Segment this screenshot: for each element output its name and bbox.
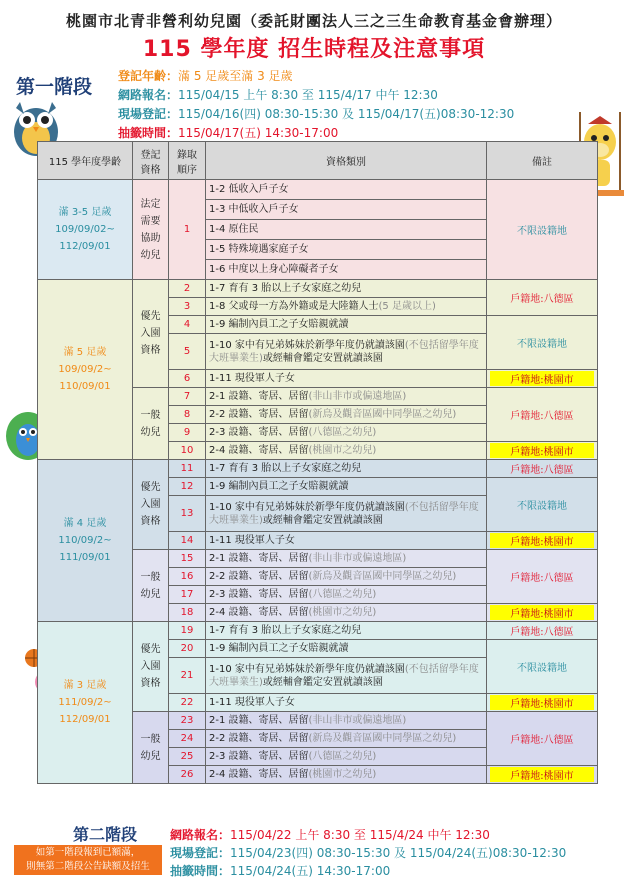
qualification-cell: 1-4 原住民	[206, 220, 487, 240]
note-cell: 戶籍地:桃園市	[487, 370, 598, 388]
qualification-cell: 1-11 現役軍人子女	[206, 370, 487, 388]
note-cell: 戶籍地:八德區	[487, 388, 598, 442]
qualification-cell: 1-10 家中有兄弟姊妹於新學年度仍就讀該園(不包括留學年度大班畢業生)或經輔會鑑定安置就讀該園	[206, 496, 487, 532]
qualification-cell: 1-7 育有 3 胎以上子女家庭之幼兒	[206, 460, 487, 478]
header-note: 備註	[487, 142, 598, 180]
note-cell: 戶籍地:桃園市	[487, 532, 598, 550]
qualification-cell: 2-1 設籍、寄居、居留(非山非市或偏遠地區)	[206, 388, 487, 406]
qualification-cell: 2-2 設籍、寄居、居留(新烏及觀音區國中同學區之幼兒)	[206, 730, 487, 748]
order-cell: 16	[169, 568, 206, 586]
order-cell: 7	[169, 388, 206, 406]
note-cell: 戶籍地:八德區	[487, 460, 598, 478]
order-cell: 24	[169, 730, 206, 748]
order-cell: 22	[169, 694, 206, 712]
qualification-cell: 1-8 父或母一方為外籍或是大陸籍人士(5 足歲以上)	[206, 298, 487, 316]
qualification-cell: 2-1 設籍、寄居、居留(非山非市或偏遠地區)	[206, 550, 487, 568]
header-type: 登記 資格	[133, 142, 169, 180]
order-cell: 9	[169, 424, 206, 442]
header-order: 錄取 順序	[169, 142, 206, 180]
order-cell: 11	[169, 460, 206, 478]
table-row	[38, 180, 598, 200]
priority-cell: 優先 入園 資格	[133, 622, 169, 712]
qualification-cell: 2-3 設籍、寄居、居留(八德區之幼兒)	[206, 748, 487, 766]
qualification-cell: 1-3 中低收入戶子女	[206, 200, 487, 220]
order-cell: 25	[169, 748, 206, 766]
header-age: 115 學年度學齡	[38, 142, 133, 180]
qualification-cell: 2-3 設籍、寄居、居留(八德區之幼兒)	[206, 586, 487, 604]
order-cell: 6	[169, 370, 206, 388]
general-cell: 一般 幼兒	[133, 550, 169, 622]
order-cell: 20	[169, 640, 206, 658]
stage1-online: 網路報名：115/04/15 上午 8:30 至 115/4/17 中午 12:30	[118, 88, 438, 102]
note-cell: 戶籍地:八德區	[487, 622, 598, 640]
qualification-cell: 2-3 設籍、寄居、居留(八德區之幼兒)	[206, 424, 487, 442]
stage2-heading: 第二階段	[73, 825, 138, 844]
note-cell: 戶籍地:桃園市	[487, 766, 598, 784]
stage2-onsite: 現場登記：115/04/23(四) 08:30-15:30 及 115/04/24(五)08:30-12:30	[170, 846, 567, 860]
qualification-cell: 1-7 育有 3 胎以上子女家庭之幼兒	[206, 280, 487, 298]
stage1-reg-age: 登記年齡：滿 5 足歲至滿 3 足歲	[118, 69, 293, 83]
qualification-cell: 1-11 現役軍人子女	[206, 694, 487, 712]
qualification-cell: 1-6 中度以上身心障礙者子女	[206, 260, 487, 280]
general-cell: 一般 幼兒	[133, 388, 169, 460]
qualification-cell: 2-2 設籍、寄居、居留(新烏及觀音區國中同學區之幼兒)	[206, 406, 487, 424]
priority-cell: 優先 入園 資格	[133, 460, 169, 550]
order-cell: 12	[169, 478, 206, 496]
priority-cell: 優先 入園 資格	[133, 280, 169, 388]
age-cell: 滿 3 足歲 111/09/2~ 112/09/01	[38, 622, 133, 784]
stage2-online: 網路報名：115/04/22 上午 8:30 至 115/4/24 中午 12:30	[170, 828, 490, 842]
order-cell: 1	[169, 180, 206, 280]
note-cell: 不限設籍地	[487, 180, 598, 280]
order-cell: 21	[169, 658, 206, 694]
age-cell: 滿 3-5 足歲 109/09/02~ 112/09/01	[38, 180, 133, 280]
note-cell: 戶籍地:八德區	[487, 280, 598, 316]
order-cell: 2	[169, 280, 206, 298]
qualification-cell: 1-9 編制內員工之子女賠親就讀	[206, 478, 487, 496]
stage2-draw: 抽籤時間：115/04/24(五) 14:30-17:00	[170, 864, 391, 878]
order-cell: 4	[169, 316, 206, 334]
order-cell: 18	[169, 604, 206, 622]
order-cell: 5	[169, 334, 206, 370]
order-cell: 17	[169, 586, 206, 604]
note-cell: 不限設籍地	[487, 316, 598, 370]
qualification-cell: 2-4 設籍、寄居、居留(桃園市之幼兒)	[206, 766, 487, 784]
note-cell: 戶籍地:桃園市	[487, 694, 598, 712]
age-cell: 滿 5 足歲 109/09/2~ 110/09/01	[38, 280, 133, 460]
note-cell: 戶籍地:桃園市	[487, 442, 598, 460]
order-cell: 26	[169, 766, 206, 784]
qualification-cell: 2-4 設籍、寄居、居留(桃園市之幼兒)	[206, 604, 487, 622]
stage1-onsite: 現場登記：115/04/16(四) 08:30-15:30 及 115/04/17(五)08:30-12:30	[118, 107, 515, 121]
stage2-notice: 如第一階段報到已額滿， 則無第二階段公告缺額及招生	[14, 845, 162, 875]
age-cell: 滿 4 足歲 110/09/2~ 111/09/01	[38, 460, 133, 622]
note-cell: 戶籍地:桃園市	[487, 604, 598, 622]
order-cell: 15	[169, 550, 206, 568]
school-name: 桃園市北青非營利幼兒園（委託財團法人三之三生命教育基金會辦理）	[65, 12, 562, 30]
qualification-cell: 1-5 特殊境遇家庭子女	[206, 240, 487, 260]
order-cell: 19	[169, 622, 206, 640]
order-cell: 3	[169, 298, 206, 316]
table-row	[38, 622, 598, 640]
order-cell: 14	[169, 532, 206, 550]
qualification-cell: 2-4 設籍、寄居、居留(桃園市之幼兒)	[206, 442, 487, 460]
qualification-cell: 1-11 現役軍人子女	[206, 532, 487, 550]
enrollment-table	[37, 141, 598, 784]
stage1-heading: 第一階段	[16, 76, 93, 98]
order-cell: 8	[169, 406, 206, 424]
type-cell: 法定 需要 協助 幼兒	[133, 180, 169, 280]
qualification-cell: 1-7 育有 3 胎以上子女家庭之幼兒	[206, 622, 487, 640]
qualification-cell: 1-9 編制內員工之子女賠親就讀	[206, 316, 487, 334]
table-body	[38, 180, 598, 784]
qualification-cell: 1-10 家中有兄弟姊妹於新學年度仍就讀該園(不包括留學年度大班畢業生)或經輔會鑑定安置就讀該園	[206, 334, 487, 370]
qualification-cell: 1-9 編制內員工之子女賠親就讀	[206, 640, 487, 658]
table-row	[38, 280, 598, 298]
note-cell: 不限設籍地	[487, 640, 598, 694]
qualification-cell: 1-2 低收入戶子女	[206, 180, 487, 200]
qualification-cell: 2-1 設籍、寄居、居留(非山非市或偏遠地區)	[206, 712, 487, 730]
note-cell: 戶籍地:八德區	[487, 712, 598, 766]
note-cell: 戶籍地:八德區	[487, 550, 598, 604]
general-cell: 一般 幼兒	[133, 712, 169, 784]
note-cell: 不限設籍地	[487, 478, 598, 532]
qualification-cell: 1-10 家中有兄弟姊妹於新學年度仍就讀該園(不包括留學年度大班畢業生)或經輔會鑑定安置就讀該園	[206, 658, 487, 694]
order-cell: 13	[169, 496, 206, 532]
order-cell: 10	[169, 442, 206, 460]
page-title: 115 學年度 招生時程及注意事項	[142, 37, 486, 62]
qualification-cell: 2-2 設籍、寄居、居留(新烏及觀音區國中同學區之幼兒)	[206, 568, 487, 586]
order-cell: 23	[169, 712, 206, 730]
stage1-draw: 抽籤時間：115/04/17(五) 14:30-17:00	[118, 126, 339, 140]
table-row	[38, 460, 598, 478]
header-category: 資格類別	[206, 142, 487, 180]
